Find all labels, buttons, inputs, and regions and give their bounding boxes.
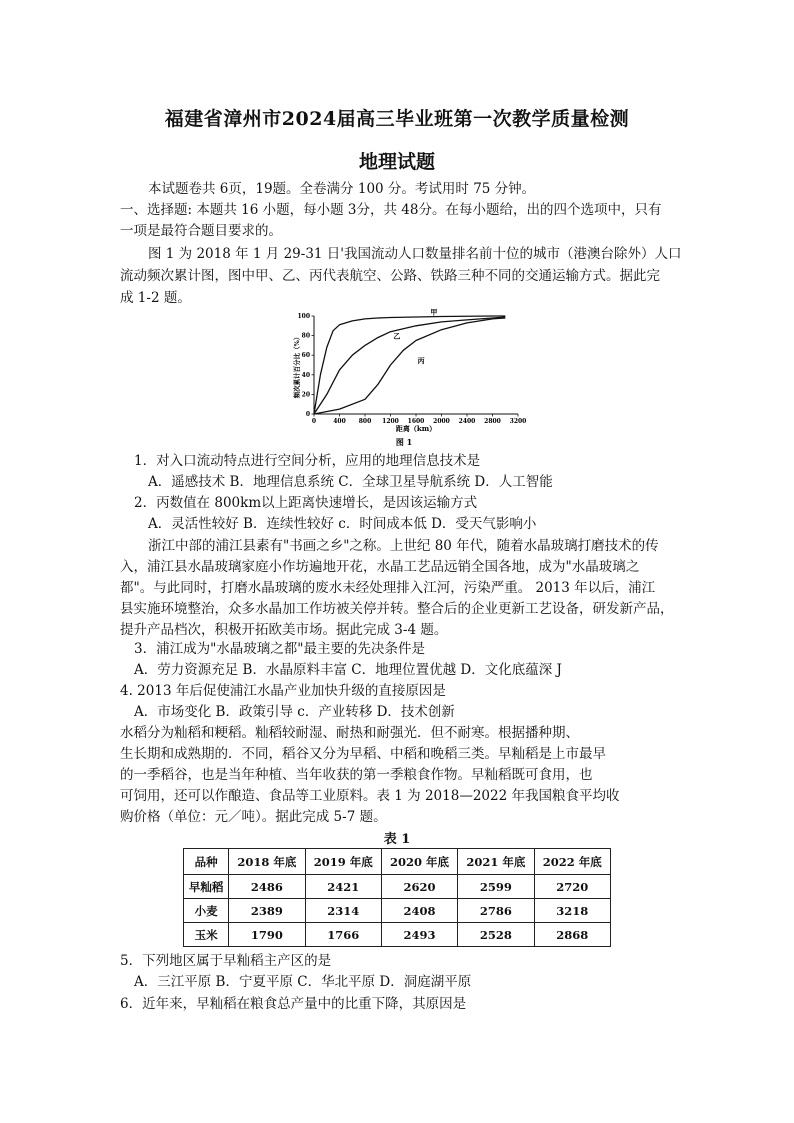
q5-stem: 5．下列地区属于早籼稻主产区的是 [120, 953, 332, 969]
series-label: 乙 [393, 331, 401, 341]
intro-text: 本试题卷共 6页，19题。全卷满分 100 分。考试用时 75 分钟。 [148, 181, 536, 197]
table-cell: 2389 [229, 899, 305, 923]
figure-1-chart [292, 304, 532, 450]
x-tick-label: 2000 [433, 418, 450, 425]
x-tick-label: 1200 [382, 418, 399, 425]
q5-options: A．三江平原 B．宁夏平原 C．华北平原 D．洞庭湖平原 [134, 974, 472, 990]
table-cell: 2528 [458, 923, 534, 947]
table-cell: 1790 [229, 923, 305, 947]
series-line-2 [314, 317, 505, 414]
table-cell: 2314 [305, 899, 381, 923]
section1-line1: 一、选择题: 本题共 16 小题，每小题 3分，共 48分。在每小题给，出的四个选项中，只有 [120, 202, 662, 218]
table1-caption: 表 1 [383, 832, 411, 847]
table-header-cell: 2022 年底 [534, 849, 610, 875]
section1-line2: 一项是最符合题目要求的。 [120, 223, 282, 239]
table-header-cell: 2021 年底 [458, 849, 534, 875]
table-cell: 1766 [305, 923, 381, 947]
table-cell: 2408 [381, 899, 457, 923]
y-tick-label: 0 [305, 411, 310, 418]
table-cell: 2620 [381, 875, 457, 899]
table-row [184, 899, 611, 923]
x-tick-label: 3200 [509, 418, 527, 425]
x-tick-label: 1600 [407, 418, 425, 425]
passage2-line2: 入，浦江县水晶玻璃家庭小作坊遍地开花，水晶工艺品远销全国各地，成为"水晶玻璃之 [120, 559, 640, 575]
exam-title: 福建省漳州市2024届高三毕业班第一次教学质量检测 [164, 108, 630, 130]
q4-stem: 4. 2013 年后促使浦江水晶产业加快升级的直接原因是 [120, 683, 446, 699]
chart-svg [292, 304, 532, 450]
table-cell: 2599 [458, 875, 534, 899]
x-tick-label: 400 [333, 418, 346, 425]
table-cell: 2786 [458, 899, 534, 923]
y-axis-label: 频次累计百分比（%） [293, 333, 301, 399]
table-cell: 2868 [534, 923, 610, 947]
q3-options: A．劳力资源充足 B．水晶原料丰富 C．地理位置优越 D．文化底蕴深 J [134, 662, 562, 678]
passage1-line1: 图 1 为 2018 年 1 月 29-31 日'我国流动人口数量排名前十位的城市（港澳台除外）人口 [148, 246, 682, 262]
x-tick-label: 2400 [458, 418, 476, 425]
passage1-line3: 成 1-2 题。 [120, 290, 191, 306]
passage3-line1: 水稻分为籼稻和粳稻。籼稻较耐湿、耐热和耐强光．但不耐寒。根据播种期、 [120, 725, 579, 741]
x-tick-label: 2800 [484, 418, 501, 425]
table-header-cell: 2020 年底 [381, 849, 457, 875]
q2-stem: 2．丙数值在 800km以上距离快速增长，是因该运输方式 [134, 495, 478, 511]
exam-subtitle: 地理试题 [358, 151, 435, 173]
table-cell: 小麦 [184, 899, 229, 923]
y-tick-label: 80 [301, 332, 310, 340]
table-header-cell: 2019 年底 [305, 849, 381, 875]
table-row [184, 923, 611, 947]
x-tick-label: 0 [311, 418, 317, 425]
table-cell: 2493 [381, 923, 457, 947]
table-header-cell: 品种 [184, 849, 229, 875]
x-axis-label: 距离（km） [395, 424, 437, 433]
passage3-line2: 生长期和成熟期的．不同，稻谷又分为早稻、中稻和晚稻三类。早籼稻是上市最早 [120, 746, 606, 762]
table-cell: 2486 [229, 875, 305, 899]
y-tick-label: 60 [301, 352, 310, 360]
x-tick-label: 800 [358, 418, 372, 425]
passage2-line5: 提升产品档次，积极开拓欧美市场。据此完成 3-4 题。 [120, 622, 448, 638]
q4-options: A．市场变化 B．政策引导 c．产业转移 D．技术创新 [134, 704, 455, 720]
table-cell: 2421 [305, 875, 381, 899]
passage2-line3: 都"。与此同时，打磨水晶玻璃的废水未经处理排入江河，污染严重。 2013 年以后，浦江 [120, 580, 656, 596]
table-header-row [184, 849, 611, 875]
q2-options: A．灵活性较好 B．连续性较好 c．时间成本低 D．受天气影响小 [148, 516, 537, 532]
passage3-line5: 购价格（单位：元／吨）。据此完成 5-7 题。 [120, 809, 387, 825]
figure-caption: 图 1 [395, 437, 413, 447]
series-line-1 [314, 316, 505, 414]
y-tick-label: 20 [301, 391, 310, 399]
table-cell: 早籼稻 [184, 875, 229, 899]
table-row [184, 875, 611, 899]
passage1-line2: 流动频次累计图，图中甲、乙、丙代表航空、公路、铁路三种不同的交通运输方式。据此完 [120, 268, 660, 284]
q1-stem: 1．对入口流动特点进行空间分析，应用的地理信息技术是 [134, 453, 481, 469]
table-cell: 2720 [534, 875, 610, 899]
q6-stem: 6．近年来，早籼稻在粮食总产量中的比重下降，其原因是 [120, 996, 467, 1012]
y-tick-label: 100 [297, 313, 310, 320]
series-label: 甲 [430, 307, 438, 317]
table-cell: 玉米 [184, 923, 229, 947]
passage2-line1: 浙江中部的浦江县素有"书画之乡"之称。上世纪 80 年代，随着水晶玻璃打磨技术的传 [148, 538, 659, 554]
passage2-line4: 县实施环境整治，众多水晶加工作坊被关停并转。整合后的企业更新工艺设备，研发新产品， [120, 601, 674, 617]
q1-options: A．遥感技术 B．地理信息系统 C．全球卫星导航系统 D．人工智能 [148, 474, 553, 490]
chart-series [314, 308, 505, 414]
grain-price-table [183, 848, 611, 947]
table-cell: 3218 [534, 899, 610, 923]
y-tick-label: 40 [301, 371, 310, 379]
table-header-cell: 2018 年底 [229, 849, 305, 875]
passage3-line4: 可饲用，还可以作酿造、食品等工业原料。表 1 为 2018—2022 年我国粮食平均收 [120, 788, 620, 804]
series-label: 丙 [417, 356, 425, 366]
passage3-line3: 的一季稻谷，也是当年种植、当年收获的第一季粮食作物。早籼稻既可食用，也 [120, 767, 593, 783]
q3-stem: 3．浦江成为"水晶玻璃之都"最主要的先决条件是 [134, 641, 426, 657]
